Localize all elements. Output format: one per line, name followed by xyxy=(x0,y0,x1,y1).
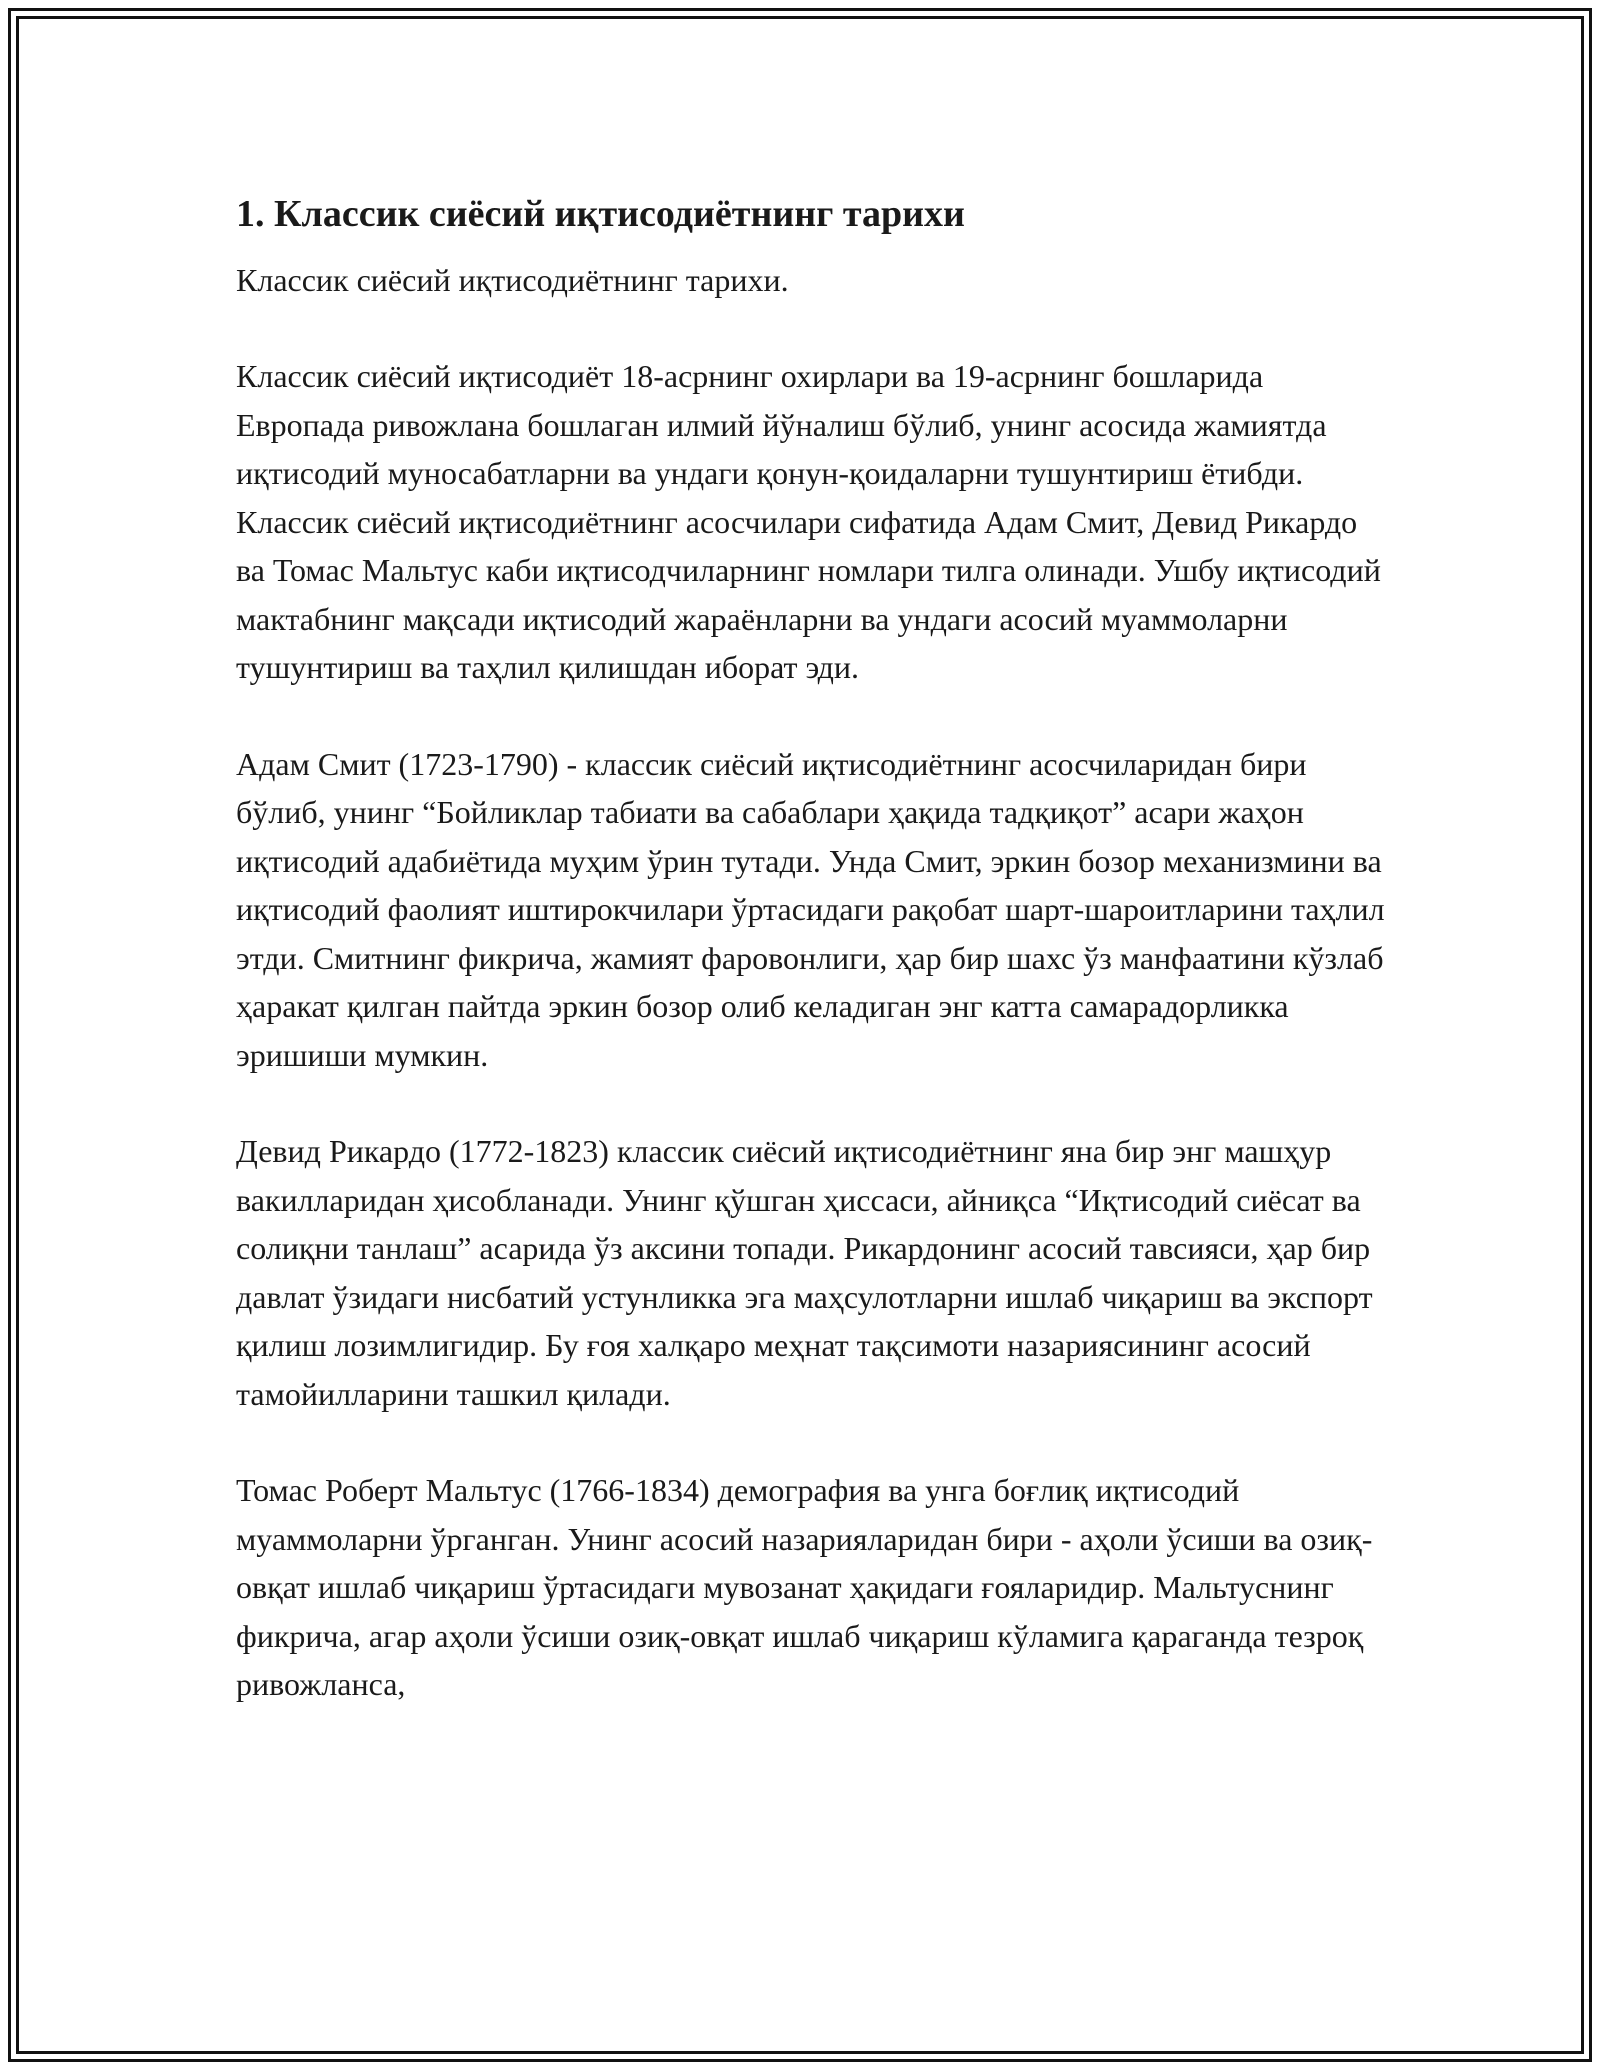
paragraph-thomas-malthus: Томас Роберт Мальтус (1766-1834) демография ва унга боғлиқ иқтисодий муаммоларни ўрганган. Унинг асосий назарияларидан бири - аҳоли ўсиши ва озиқ-овқат ишлаб чиқариш ўртасидаги мувозанат ҳақидаги ғояларидир. Мальтуснинг фикрича, агар аҳоли ўсиши озиқ-овқат ишлаб чиқариш кўламига қараганда тезроқ ривожланса, xyxy=(236,1472,1373,1702)
paragraph-intro: Классик сиёсий иқтисодиёт 18-асрнинг охирлари ва 19-асрнинг бошларида Европада ривожлана бошлаган илмий йўналиш бўлиб, унинг асосида жамиятда иқтисодий муносабатларни ва ундаги қонун-қоидаларни тушунтириш ётибди. Классик сиёсий иқтисодиётнинг асосчилари сифатида Адам Смит, Девид Рикардо ва Томас Мальтус каби иқтисодчиларнинг номлари тилга олинади. Ушбу иқтисодий мактабнинг мақсади иқтисодий жараёнларни ва ундаги асосий муаммоларни тушунтириш ва таҳлил қилишдан иборат эди. xyxy=(236,358,1381,685)
section-heading: 1. Классик сиёсий иқтисодиётнинг тарихи xyxy=(236,193,965,235)
paragraph-david-ricardo: Девид Рикардо (1772-1823) классик сиёсий иқтисодиётнинг яна бир энг машҳур вакилларидан ҳисобланади. Унинг қўшган ҳиссаси, айниқса “Иқтисодий сиёсат ва солиқни танлаш” асарида ўз аксини топади. Рикардонинг асосий тавсияси, ҳар бир давлат ўзидаги нисбатий устунликка эга маҳсулотларни ишлаб чиқариш ва экспорт қилиш лозимлигидир. Бу ғоя халқаро меҳнат тақсимоти назариясининг асосий тамойилларини ташкил қилади. xyxy=(236,1133,1373,1412)
document-body xyxy=(236,190,1386,1709)
paragraph-adam-smith: Адам Смит (1723-1790) - классик сиёсий иқтисодиётнинг асосчиларидан бири бўлиб, унинг “Бойликлар табиати ва сабаблари ҳақида тадқиқот” асари жаҳон иқтисодий адабиётида муҳим ўрин тутади. Унда Смит, эркин бозор механизмини ва иқтисодий фаолият иштирокчилари ўртасидаги рақобат шарт-шароитларини таҳлил этди. Смитнинг фикрича, жамият фаровонлиги, ҳар бир шахс ўз манфаатини кўзлаб ҳаракат қилган пайтда эркин бозор олиб келадиган энг катта самарадорликка эришиши мумкин. xyxy=(236,745,1385,1073)
section-subtitle: Классик сиёсий иқтисодиётнинг тарихи. xyxy=(236,262,789,298)
